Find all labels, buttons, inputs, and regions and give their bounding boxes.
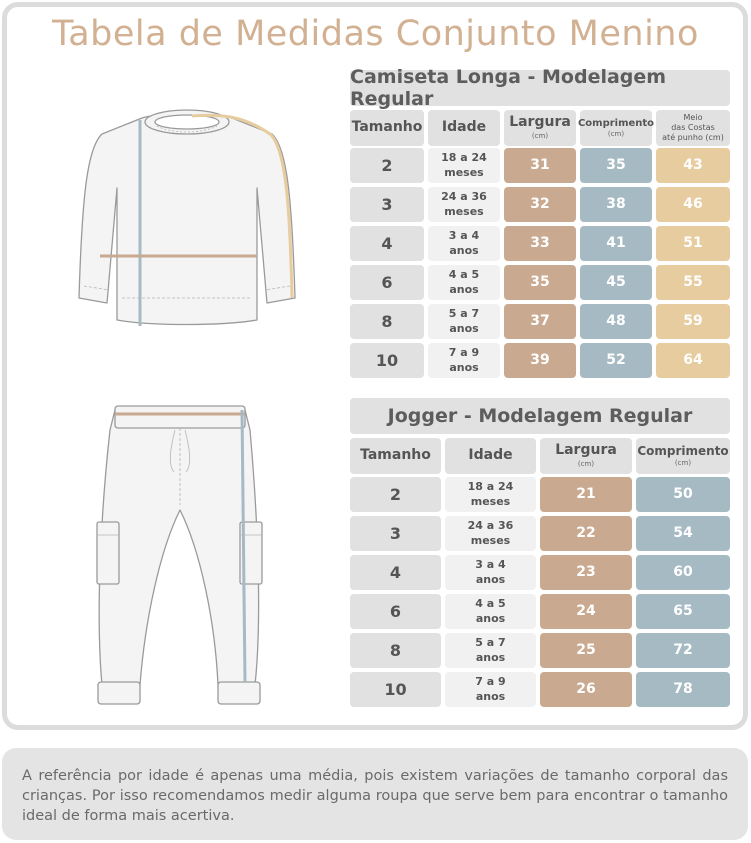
shirt-header-width-label: Largura: [509, 114, 571, 131]
age-unit: anos: [449, 321, 479, 335]
jogger-header-age: [445, 438, 536, 474]
shirt-age-cell: [428, 343, 500, 378]
shirt-size-cell: 6: [350, 265, 424, 300]
age-unit: anos: [475, 572, 506, 586]
jogger-width-cell: 24: [540, 594, 632, 629]
age-unit: anos: [475, 650, 506, 664]
shirt-age-cell: [428, 265, 500, 300]
shirt-width-cell: 32: [504, 187, 576, 222]
age-range: 18 a 24: [467, 480, 514, 494]
jogger-pants-illustration: [90, 400, 270, 710]
age-range: 18 a 24: [441, 151, 487, 165]
shirt-age-cell: [428, 148, 500, 183]
jogger-width-cell: 25: [540, 633, 632, 668]
shirt-sleeve-cell: 59: [656, 304, 730, 339]
jogger-size-cell: 3: [350, 516, 441, 551]
jogger-size-cell: 8: [350, 633, 441, 668]
jogger-header-age-label: Idade: [468, 447, 513, 464]
jogger-length-cell: 65: [636, 594, 730, 629]
age-unit: anos: [449, 282, 479, 296]
shirt-header-age: [428, 110, 500, 146]
shirt-header-age-label: Idade: [441, 119, 487, 136]
jogger-header-width-unit: (cm): [577, 459, 595, 468]
jogger-age-cell: [445, 477, 536, 512]
shirt-width-cell: 31: [504, 148, 576, 183]
shirt-size-cell: 10: [350, 343, 424, 378]
shirt-width-cell: 39: [504, 343, 576, 378]
jogger-width-cell: 22: [540, 516, 632, 551]
shirt-sleeve-cell: 43: [656, 148, 730, 183]
jogger-size-cell: 6: [350, 594, 441, 629]
jogger-table-title: Jogger - Modelagem Regular: [350, 398, 730, 434]
age-unit: anos: [475, 689, 506, 703]
page-title: Tabela de Medidas Conjunto Menino: [52, 14, 699, 54]
jogger-length-cell: 78: [636, 672, 730, 707]
age-unit: meses: [444, 165, 484, 179]
size-reference-note: [2, 748, 748, 840]
shirt-age-cell: [428, 226, 500, 261]
age-range: 4 a 5: [475, 597, 506, 611]
shirt-length-cell: 35: [580, 148, 652, 183]
long-sleeve-shirt-illustration: [62, 108, 312, 333]
jogger-age-cell: [445, 555, 536, 590]
jogger-age-cell: [445, 594, 536, 629]
shirt-age-cell: [428, 187, 500, 222]
shirt-size-cell: 8: [350, 304, 424, 339]
shirt-header-sleeve-line1: Meio: [683, 113, 703, 122]
jogger-age-cell: [445, 633, 536, 668]
jogger-header-length: [636, 438, 730, 474]
jogger-length-cell: 72: [636, 633, 730, 668]
jogger-age-cell: [445, 672, 536, 707]
jogger-header-width-label: Largura: [555, 442, 617, 459]
age-unit: meses: [444, 204, 484, 218]
age-range: 24 a 36: [467, 519, 514, 533]
shirt-header-length-label: Comprimento: [577, 117, 655, 129]
jogger-header-size-label: Tamanho: [360, 447, 431, 464]
jogger-age-cell: [445, 516, 536, 551]
jogger-length-cell: 60: [636, 555, 730, 590]
jogger-header-length-label: Comprimento: [637, 443, 729, 458]
shirt-sleeve-cell: 51: [656, 226, 730, 261]
shirt-width-cell: 33: [504, 226, 576, 261]
jogger-width-cell: 26: [540, 672, 632, 707]
age-range: 7 a 9: [448, 346, 480, 360]
jogger-length-cell: 50: [636, 477, 730, 512]
shirt-header-width-unit: (cm): [531, 131, 549, 140]
age-range: 4 a 5: [448, 268, 480, 282]
age-unit: anos: [449, 243, 479, 257]
age-range: 3 a 4: [475, 558, 506, 572]
shirt-header-sleeve-line3: até punho (cm): [662, 133, 724, 142]
jogger-size-cell: 4: [350, 555, 441, 590]
age-range: 7 a 9: [475, 675, 506, 689]
jogger-width-cell: 21: [540, 477, 632, 512]
shirt-header-length-unit: (cm): [607, 129, 625, 138]
shirt-width-cell: 37: [504, 304, 576, 339]
jogger-length-cell: 54: [636, 516, 730, 551]
shirt-length-cell: 41: [580, 226, 652, 261]
shirt-header-sleeve-line2: das Costas: [671, 123, 715, 132]
shirt-header-size-label: Tamanho: [351, 119, 423, 136]
age-range: 5 a 7: [448, 307, 480, 321]
age-unit: meses: [470, 494, 511, 508]
note-text: A referência por idade é apenas uma média, pois existem variações de tamanho corporal das crianças. Por isso recomendamos medir alguma roupa que serve bem para encontrar o tamanho ideal de forma mais acertiva.: [22, 768, 728, 824]
age-unit: anos: [475, 611, 506, 625]
shirt-header-length: [577, 110, 655, 146]
age-range: 5 a 7: [475, 636, 506, 650]
shirt-table-title: Camiseta Longa - Modelagem Regular: [350, 70, 730, 106]
age-unit: meses: [470, 533, 511, 547]
shirt-sleeve-cell: 64: [656, 343, 730, 378]
jogger-size-cell: 10: [350, 672, 441, 707]
shirt-size-cell: 3: [350, 187, 424, 222]
shirt-length-cell: 45: [580, 265, 652, 300]
shirt-sleeve-cell: 55: [656, 265, 730, 300]
jogger-header-length-unit: (cm): [674, 458, 692, 467]
shirt-size-cell: 4: [350, 226, 424, 261]
jogger-size-cell: 2: [350, 477, 441, 512]
shirt-length-cell: 52: [580, 343, 652, 378]
shirt-length-cell: 48: [580, 304, 652, 339]
age-unit: anos: [449, 360, 479, 374]
shirt-length-cell: 38: [580, 187, 652, 222]
shirt-header-sleeve: [656, 110, 730, 146]
shirt-header-size: [350, 110, 424, 146]
shirt-header-width: [504, 110, 576, 146]
shirt-age-cell: [428, 304, 500, 339]
jogger-header-width: [540, 438, 632, 474]
age-range: 3 a 4: [448, 229, 480, 243]
jogger-header-size: [350, 438, 441, 474]
shirt-sleeve-cell: 46: [656, 187, 730, 222]
jogger-width-cell: 23: [540, 555, 632, 590]
shirt-size-cell: 2: [350, 148, 424, 183]
shirt-width-cell: 35: [504, 265, 576, 300]
age-range: 24 a 36: [441, 190, 487, 204]
